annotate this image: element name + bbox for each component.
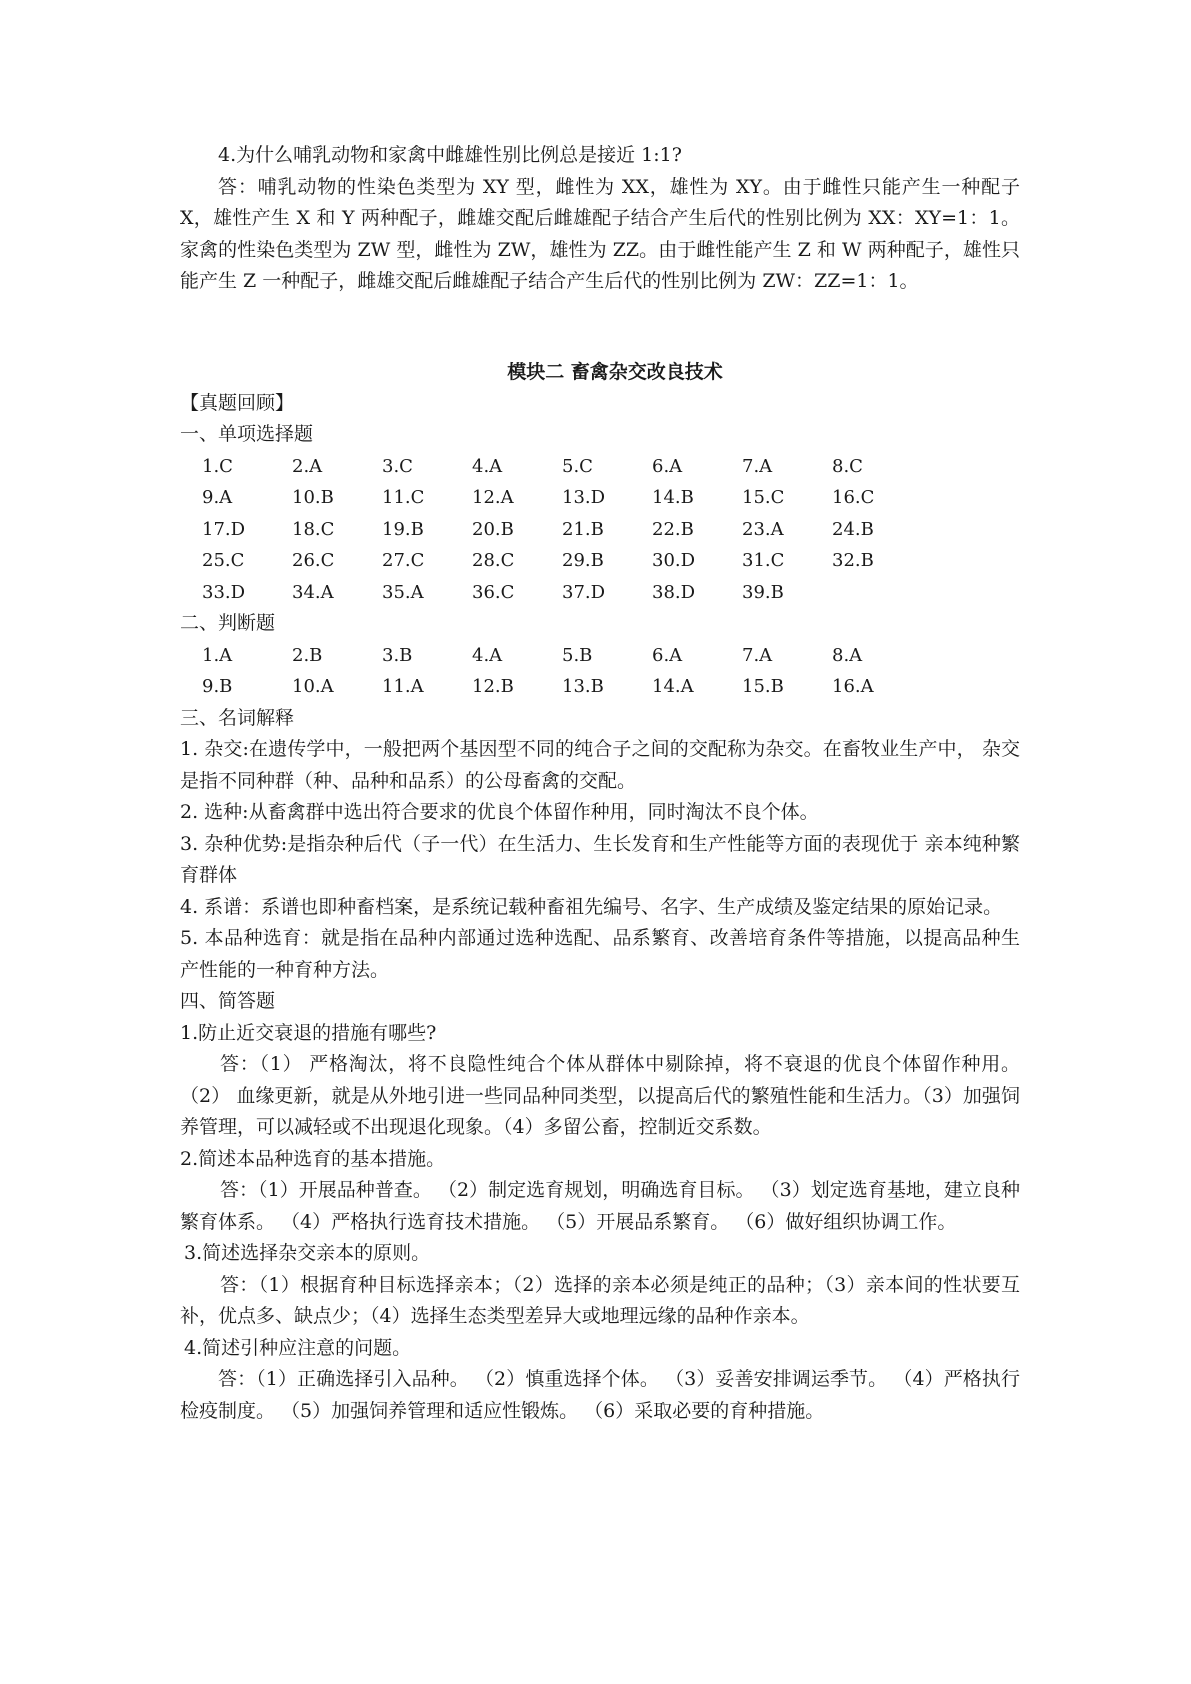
answer-cell: 14.B	[652, 487, 694, 508]
single-choice-heading: 一、单项选择题	[180, 423, 314, 445]
answer-cell: 5.C	[562, 455, 593, 477]
review-heading: 【真题回顾】	[180, 391, 295, 414]
answer-cell: 15.C	[742, 487, 785, 508]
answer-cell: 9.A	[202, 487, 233, 508]
answer-cell: 23.A	[742, 518, 784, 540]
answer-cell: 14.A	[652, 676, 694, 697]
answer-cell: 10.A	[292, 676, 334, 697]
answer-cell: 31.C	[742, 550, 785, 571]
answer-cell: 30.D	[652, 550, 696, 571]
answer-cell: 3.B	[382, 644, 413, 666]
answer-cell: 33.D	[202, 581, 246, 603]
answer-cell: 28.C	[472, 550, 515, 571]
answer-cell: 24.B	[832, 518, 874, 540]
answer-cell: 2.B	[292, 644, 323, 666]
answer-cell	[832, 577, 922, 609]
answer-cell: 7.A	[742, 455, 773, 477]
answer-cell: 1.A	[202, 644, 233, 666]
short-answer-question: 3.简述选择杂交亲本的原则。	[184, 1242, 431, 1264]
short-answer-answer: 答：（1）开展品种普查。 （2）制定选育规划，明确选育目标。 （3）划定选育基地，建立良种繁育体系。 （4）严格执行选育技术措施。 （5）开展品系繁育。 （6）做好组织协调工作。	[180, 1179, 1020, 1233]
true-false-heading: 二、判断题	[180, 612, 276, 634]
answer-cell: 11.C	[382, 487, 425, 508]
answer-cell: 35.A	[382, 581, 424, 603]
answer-cell: 6.A	[652, 644, 683, 666]
short-answer-answer: 答：（1） 严格淘汰，将不良隐性纯合个体从群体中剔除掉，将不衰退的优良个体留作种用。 （2） 血缘更新，就是从外地引进一些同品种同类型，以提高后代的繁殖性能和生活力。（3）加强饲养管理，可以减轻或不出现退化现象。（4）多留公畜，控制近交系数。	[180, 1053, 1020, 1138]
answer-cell: 1.C	[202, 455, 233, 477]
answer-cell: 38.D	[652, 581, 696, 603]
answer-cell: 4.A	[472, 455, 503, 477]
answer-cell: 29.B	[562, 550, 604, 571]
short-answer-answer: 答：（1）根据育种目标选择亲本；（2）选择的亲本必须是纯正的品种；（3）亲本间的性状要互补，优点多、缺点少；（4）选择生态类型差异大或地理远缘的品种作亲本。	[180, 1273, 1020, 1327]
answer-cell: 18.C	[292, 518, 335, 540]
answer-cell: 37.D	[562, 581, 606, 603]
short-answer-heading: 四、简答题	[180, 990, 276, 1012]
answer-cell: 34.A	[292, 581, 334, 603]
answer-cell: 16.C	[832, 487, 875, 508]
true-false-answer-grid	[202, 640, 922, 703]
answer-cell: 13.B	[562, 676, 604, 697]
answer-cell: 26.C	[292, 550, 335, 571]
answer-cell: 16.A	[832, 676, 874, 697]
answer-cell: 10.B	[292, 487, 334, 508]
term-definition: 5. 本品种选育：就是指在品种内部通过选种选配、品系繁育、改善培育条件等措施，以提高品种生产性能的一种育种方法。	[180, 927, 1020, 981]
answer-cell: 4.A	[472, 644, 503, 666]
answer-cell: 9.B	[202, 676, 233, 697]
module-title: 模块二 畜禽杂交改良技术	[507, 360, 723, 383]
answer-cell: 39.B	[742, 581, 784, 603]
short-answer-question: 4.简述引种应注意的问题。	[184, 1336, 412, 1359]
answer-cell: 36.C	[472, 581, 515, 603]
answer-cell: 6.A	[652, 455, 683, 477]
answer-cell: 2.A	[292, 455, 323, 477]
answer-cell: 12.B	[472, 676, 514, 697]
terms-heading: 三、名词解释	[180, 706, 295, 729]
answer-cell: 8.A	[832, 644, 863, 666]
term-definition: 2. 选种:从畜禽群中选出符合要求的优良个体留作种用，同时淘汰不良个体。	[180, 801, 819, 823]
short-answer-answer: 答：（1）正确选择引入品种。 （2）慎重选择个体。 （3）妥善安排调运季节。 （4）严格执行检疫制度。 （5）加强饲养管理和适应性锻炼。 （6）采取必要的育种措施。	[180, 1368, 1020, 1422]
answer-cell: 21.B	[562, 518, 604, 540]
answer-cell: 5.B	[562, 644, 593, 666]
document-page	[180, 140, 1020, 1427]
answer-cell: 13.D	[562, 487, 606, 508]
answer-4: 答：哺乳动物的性染色类型为 XY 型，雌性为 XX，雄性为 XY。由于雌性只能产生一种配子 X，雄性产生 X 和 Y 两种配子，雌雄交配后雌雄配子结合产生后代的性别比例为 XX：XY=1：1。家禽的性染色类型为 ZW 型，雌性为 ZW，雄性为 ZZ。由于雌性能产生 Z 和 W 两种配子，雄性只能产生 Z 一种配子，雌雄交配后雌雄配子结合产生后代的性别比例为 ZW：ZZ=1：1。	[180, 175, 1020, 292]
answer-cell: 22.B	[652, 518, 694, 540]
answer-cell: 15.B	[742, 676, 784, 697]
answer-cell: 7.A	[742, 644, 773, 666]
term-definition: 4. 系谱：系谱也即种畜档案，是系统记载种畜祖先编号、名字、生产成绩及鉴定结果的原始记录。	[180, 895, 1003, 918]
answer-cell: 3.C	[382, 455, 413, 477]
answer-cell: 20.B	[472, 518, 514, 540]
answer-cell: 32.B	[832, 550, 874, 571]
short-answer-question: 1.防止近交衰退的措施有哪些?	[180, 1021, 437, 1044]
term-definition: 1. 杂交:在遗传学中，一般把两个基因型不同的纯合子之间的交配称为杂交。在畜牧业生产中， 杂交是指不同种群（种、品种和品系）的公母畜禽的交配。	[180, 738, 1020, 792]
answer-cell: 19.B	[382, 518, 424, 540]
answer-cell: 17.D	[202, 518, 246, 540]
question-4: 4.为什么哺乳动物和家禽中雌雄性别比例总是接近 1:1?	[218, 144, 682, 166]
answer-cell: 11.A	[382, 676, 424, 697]
answer-cell: 25.C	[202, 550, 245, 571]
answer-cell: 27.C	[382, 550, 425, 571]
term-definition: 3. 杂种优势:是指杂种后代（子一代）在生活力、生长发育和生产性能等方面的表现优于 亲本纯种繁育群体	[180, 832, 1020, 886]
single-choice-answer-grid	[202, 451, 922, 609]
short-answer-question: 2.简述本品种选育的基本措施。	[180, 1147, 446, 1170]
answer-cell: 12.A	[472, 487, 514, 508]
answer-cell: 8.C	[832, 455, 863, 477]
